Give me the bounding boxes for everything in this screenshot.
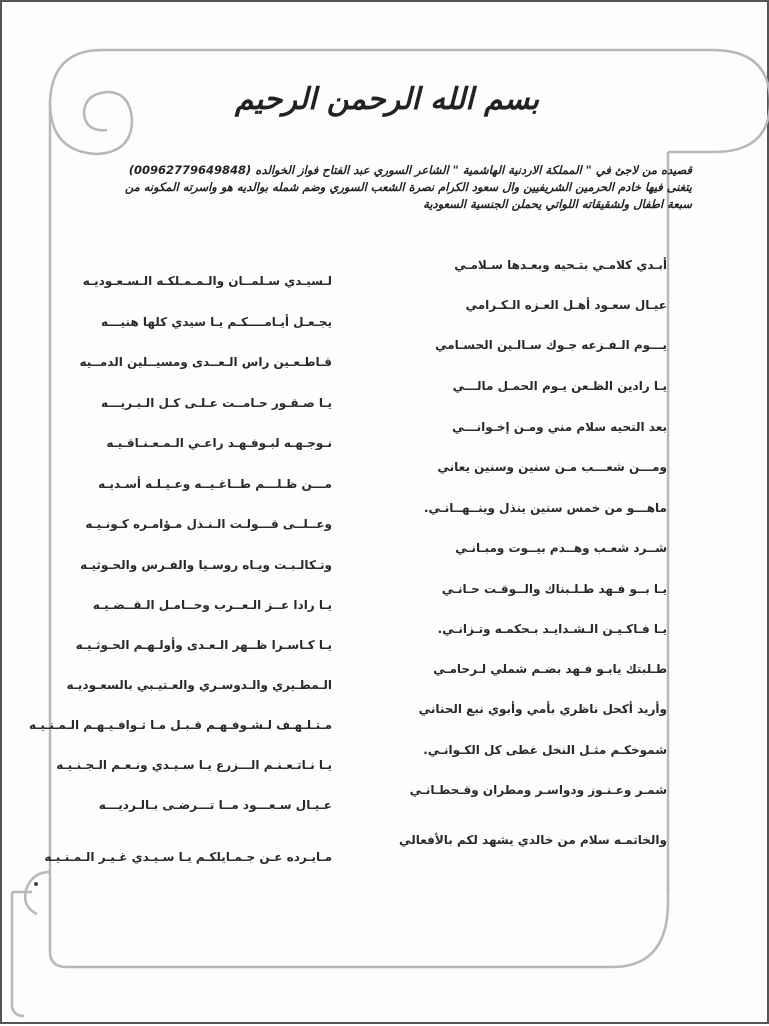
verse-left: مـايـرده عـن جـمـايلكـم يـا سـيـدي غـيـر الـمـنـيـه xyxy=(44,850,332,864)
verse-left: وعــلــى قـــولـت الـنـذل مـؤامـره كـونـيـه xyxy=(85,517,332,531)
verse-left: لـسيـدي سـلمــان والـمـمـلكـه الـسـعـوديـه xyxy=(82,274,332,288)
verse-right: والخاتمـه سلام من خالدي يشهد لكم بالأفعالي xyxy=(399,833,667,847)
intro-line: سبعة اطفال ولشقيقاته اللواتي يحملن الجنسية السعودية xyxy=(423,197,692,211)
verse-left: يـا رادا عــز الـعــرب وحــامـل الـقــضـيـه xyxy=(92,598,332,612)
verse-left: وتـكالـبـت ويـاه روسـيا والفـرس والحـوثيـه xyxy=(80,558,332,572)
verse-right: يـا فـاكـيـن الـشـدايـد بـحكمـه وتـزانـي. xyxy=(437,622,667,636)
verse-right: بعد التحيه سلام مني ومـن إخـوانـــي xyxy=(452,420,667,434)
verse-left: قـاطـعـين راس الـعــدى ومسيــلين الدمــيه xyxy=(79,355,332,369)
verse-left: يـا كـاسـرا ظــهر الـعـدى وأولـهـم الحـوثـيـه xyxy=(75,638,332,652)
intro-paragraph xyxy=(80,162,692,213)
verse-right: ماهـــو من خمس سنين ينذل وينــهــانـي. xyxy=(423,501,667,515)
verse-left: نـوجـهـه لبـوفـهـد راعـي الـمـعـنـاقـيـه xyxy=(106,436,332,450)
page-mark xyxy=(34,882,38,886)
verse-right: شــرد شعـب وهــدم بيــوت ومبـانـي xyxy=(455,541,667,555)
verse-right: شموخكـم مثـل النخل غطى كل الكـوانـي. xyxy=(423,743,667,757)
verse-right: وأريد أكحل ناظري بأمي وأبوي نبع الحناني xyxy=(418,702,667,716)
verse-left: عـيـال سـعـــود مــا تـــرضـى بـالـرديـــه xyxy=(98,798,332,812)
verse-right: يـــوم الـفـزعه جـوك سـالـين الحسـامي xyxy=(435,338,667,352)
intro-line: قصيده من لاجئ في " المملكة الاردنية الهاشمية " الشاعر السوري عبد الفتاح فواز الخوالده (00962779649848) xyxy=(128,163,692,177)
verse-left: الـمطـيري والـدوسـري والعـتيـبي بالسعـوديـه xyxy=(66,678,332,692)
verse-right: عيـال سعـود أهـل العـزه الـكـرامي xyxy=(465,298,667,312)
verse-right: يـا بــو فـهد طـلـبناك والــوقـت حـانـي xyxy=(441,582,667,596)
verse-left: يجـعـل أيـامــــكـم يـا سيدي كلها هنيـــه xyxy=(100,315,332,329)
verse-left: مـتـلـهـف لـشـوفـهـم قـبـل مـا تـوافـيـهـم الـمـنـيـه xyxy=(28,718,332,732)
intro-line: يتغنى فيها خادم الحرمين الشريفيين وال سعود الكرام نصرة الشعب السوري وضم شمله بوالديه هو واسرته المكونه من xyxy=(124,180,692,194)
verse-left: يـا نـاتـعـنـم الـــزرع يـا سـيـدي ونـعـم الـجـنـيـه xyxy=(56,758,332,772)
verse-right: أبـدي كلامـي بتـحيه وبعـدها سـلامـي xyxy=(454,258,667,272)
verse-right: ومـــن شعـــب مـن سنين وسنين يعاني xyxy=(437,460,667,474)
basmala-title: بسم الله الرحمن الرحيم xyxy=(234,82,540,117)
verse-right: شمـر وعـنـوز ودواسـر ومطران وقـحطـانـي xyxy=(409,783,667,797)
verse-left: مـــن ظـلـــم طــاغـيــه وعـيـلـه أسـديـه xyxy=(98,477,332,491)
verse-right: يـا رادين الظـعن يـوم الحمـل مالـــي xyxy=(452,379,667,393)
verse-right: طـلبتك يابـو فـهد بضـم شملي لـرحامـي xyxy=(433,662,667,676)
verse-left: يـا صـقـور حـامــت عـلـى كـل الـبـريـــه xyxy=(101,396,332,410)
